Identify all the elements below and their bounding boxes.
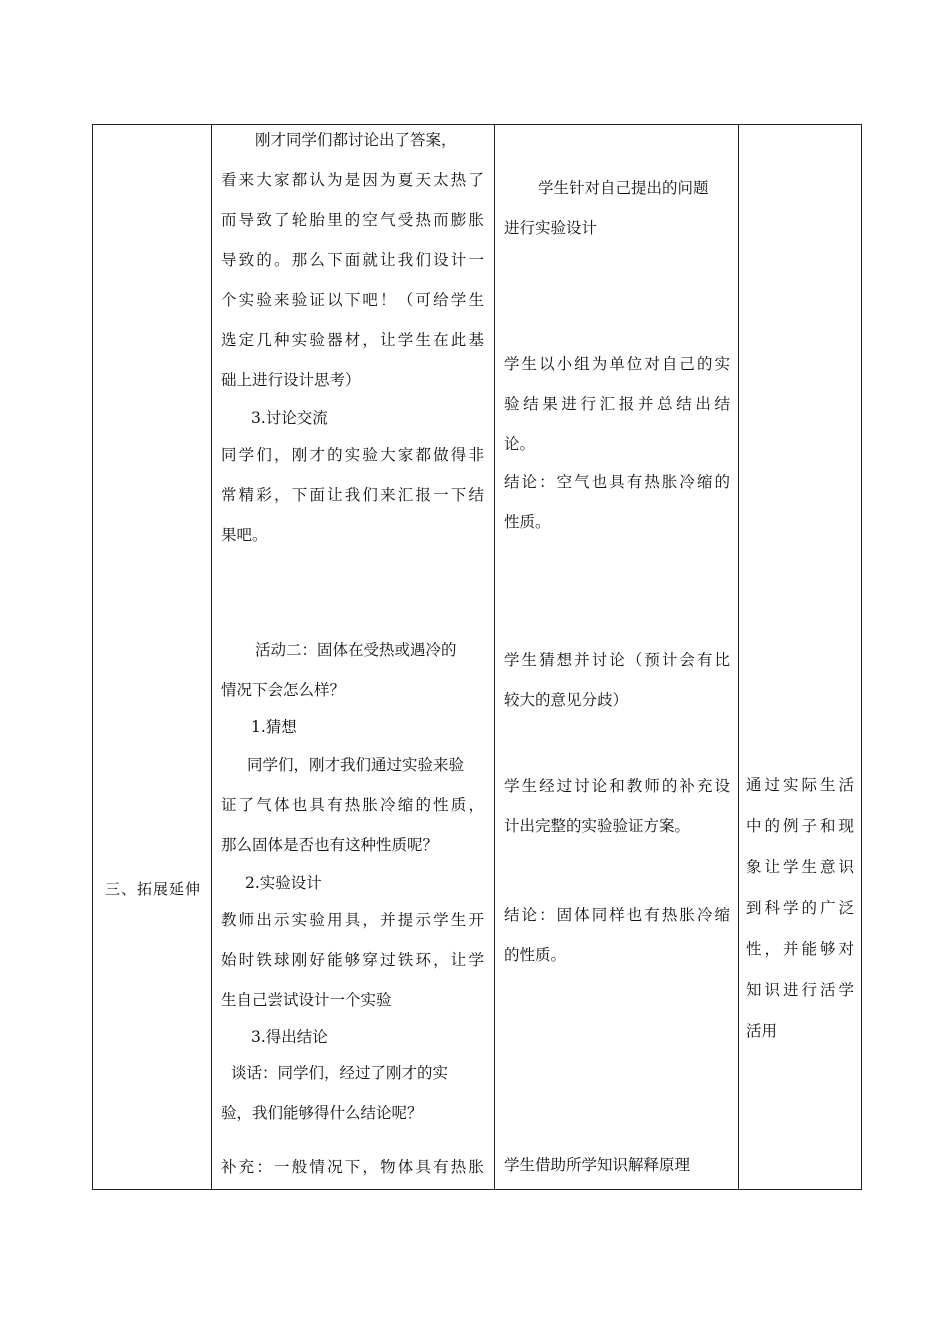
student-line: 结论：空气也具有热胀冷缩的 [504,473,730,491]
teacher-activity-cell [211,125,494,1189]
intent-line: 活用 [746,1022,778,1040]
lesson-plan-table [92,124,862,1190]
stage-cell [93,125,211,1189]
student-line: 学生经过讨论和教师的补充设 [504,777,730,795]
teacher-line: 补充：一般情况下，物体具有热胀 [221,1158,484,1176]
intent-line: 性，并能够对 [746,940,854,958]
student-line: 进行实验设计 [504,219,598,237]
teacher-line: 证了气体也具有热胀冷缩的性质， [221,796,484,814]
teacher-line: 2.实验设计 [245,874,322,892]
teacher-line: 个实验来验证以下吧！（可给学生 [221,291,484,309]
student-activity-cell [494,125,738,1189]
teacher-line: 验，我们能够得什么结论呢？ [221,1104,423,1122]
intent-line: 中的例子和现 [746,817,854,835]
student-line: 性质。 [504,513,551,531]
intent-line: 象让学生意识 [746,858,854,876]
teacher-line: 3.讨论交流 [251,409,328,427]
teacher-line: 教师出示实验用具，并提示学生开 [221,911,484,929]
teacher-line: 那么固体是否也有这种性质呢？ [221,836,439,854]
teacher-line: 果吧。 [221,526,268,544]
teacher-line: 础上进行设计思考） [221,371,361,389]
teacher-line: 选定几种实验器材，让学生在此基 [221,331,484,349]
student-line: 结论：固体同样也有热胀冷缩 [504,906,730,924]
student-line: 学生针对自己提出的问题 [538,179,709,197]
teacher-line: 活动二：固体在受热或遇冷的 [255,641,457,659]
student-line: 学生猜想并讨论（预计会有比 [504,651,730,669]
teacher-line: 同学们，刚才的实验大家都做得非 [221,446,484,464]
teacher-line: 看来大家都认为是因为夏天太热了 [221,171,484,189]
student-line: 计出完整的实验验证方案。 [504,817,691,835]
intent-line: 知识进行活学 [746,981,854,999]
student-line: 学生借助所学知识解释原理 [504,1156,691,1174]
teacher-line: 1.猜想 [251,718,297,736]
student-line: 的性质。 [504,946,567,964]
teacher-line: 谈话：同学们，经过了刚才的实 [231,1064,449,1082]
intent-line: 通过实际生活 [746,776,854,794]
intent-line: 到科学的广泛 [746,899,854,917]
teacher-line: 情况下会怎么样？ [221,681,346,699]
teacher-line: 3.得出结论 [251,1028,328,1046]
student-line: 学生以小组为单位对自己的实 [504,355,730,373]
teacher-line: 而导致了轮胎里的空气受热而膨胀 [221,211,484,229]
teacher-line: 常精彩，下面让我们来汇报一下结 [221,486,484,504]
teacher-line: 生自己尝试设计一个实验 [221,991,392,1009]
teacher-line: 导致的。那么下面就让我们设计一 [221,251,484,269]
teacher-line: 刚才同学们都讨论出了答案， [255,131,457,149]
design-intent-cell [738,125,863,1189]
teacher-line: 始时铁球刚好能够穿过铁环，让学 [221,951,484,969]
stage-label: 三、拓展延伸 [105,880,202,898]
student-line: 较大的意见分歧） [504,691,629,709]
student-line: 验结果进行汇报并总结出结 [504,395,730,413]
student-line: 论。 [504,435,536,453]
teacher-line: 同学们，刚才我们通过实验来验 [247,756,465,774]
